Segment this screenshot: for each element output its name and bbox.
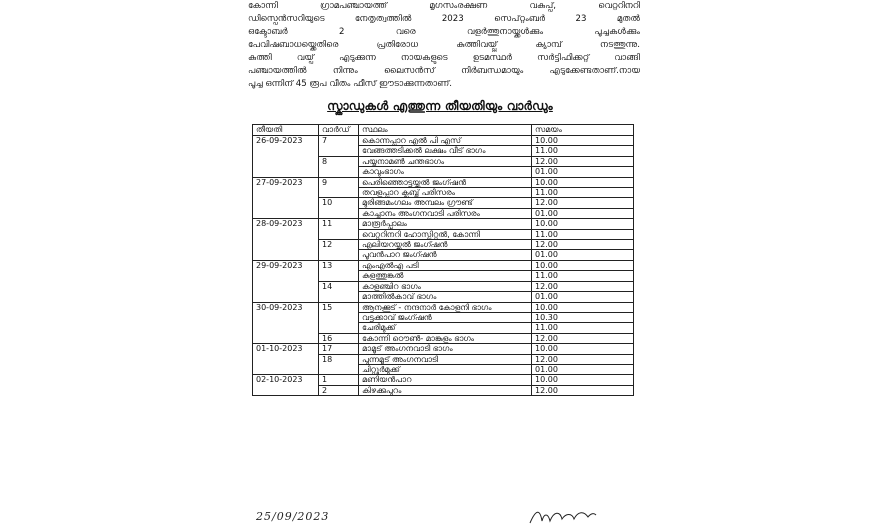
cell-time: 11.00 <box>532 271 634 281</box>
cell-place: പെരിഞ്ഞൊട്ടയ്ക്കൽ ജംഗ്ഷൻ <box>359 177 532 187</box>
cell-place: കോന്നി ഠൌൺ- മാങ്കുളം ഭാഗം <box>359 333 532 343</box>
cell-time: 01.00 <box>532 250 634 260</box>
cell-place: കാവുംഭാഗം <box>359 167 532 177</box>
table-row <box>253 302 634 312</box>
schedule-table <box>252 124 634 396</box>
cell-place: കാളഞ്ചിറ ഭാഗം <box>359 281 532 291</box>
cell-place: ചിറ്റൂർമുക്ക് <box>359 364 532 374</box>
cell-place: മാമൂട് അംഗനവാടി ഭാഗം <box>359 344 532 354</box>
cell-time: 11.00 <box>532 188 634 198</box>
cell-date: 28-09-2023 <box>253 219 319 261</box>
cell-time: 12.00 <box>532 281 634 291</box>
cell-ward: 16 <box>319 333 359 343</box>
cell-place: കാച്ചാനം അംഗനവാടി പരിസരം <box>359 208 532 218</box>
cell-place: വെറ്ററിനറി ഹോസ്പിറ്റൽ, കോന്നി <box>359 229 532 239</box>
cell-ward: 15 <box>319 302 359 333</box>
cell-place: എംഎൽഎ പടി <box>359 260 532 270</box>
cell-time: 01.00 <box>532 208 634 218</box>
intro-line: പേവിഷബാധയ്ക്കെതിരെ പ്രതിരോധ കുത്തിവയ്പ്പ് ക്യാമ്പ് നടത്തുന്നു. <box>248 40 640 50</box>
cell-time: 12.00 <box>532 333 634 343</box>
cell-ward: 10 <box>319 198 359 219</box>
cell-place: കിഴക്കുപുറം <box>359 385 532 395</box>
cell-ward: 9 <box>319 177 359 198</box>
cell-ward: 14 <box>319 281 359 302</box>
cell-place: മണിയൻപാറ <box>359 375 532 385</box>
table-body <box>253 136 634 396</box>
signature-scribble <box>528 505 598 527</box>
cell-time: 11.00 <box>532 323 634 333</box>
header-date: തീയതി <box>253 125 319 136</box>
cell-place: കൊന്നപ്പാറ എൽ പി എസ് <box>359 136 532 146</box>
header-ward: വാർഡ് <box>319 125 359 136</box>
cell-ward: 1 <box>319 375 359 385</box>
cell-time: 12.00 <box>532 240 634 250</box>
cell-time: 10.00 <box>532 260 634 270</box>
cell-place: മാത്തിൽകാവ് ഭാഗം <box>359 292 532 302</box>
cell-time: 11.00 <box>532 146 634 156</box>
table-row <box>253 219 634 229</box>
cell-time: 10.00 <box>532 344 634 354</box>
cell-place: ആനക്കൂട് - നന്ദനാർ കോളനി ഭാഗം <box>359 302 532 312</box>
intro-line: പഞ്ചായത്തിൽ നിന്നും ലൈസൻസ് നിർബന്ധമായും എടുക്കേണ്ടതാണ്.നായ <box>248 66 640 76</box>
intro-paragraph <box>248 0 640 91</box>
cell-ward: 11 <box>319 219 359 240</box>
table-row <box>253 260 634 270</box>
cell-place: മാരൂർപ്പാലം <box>359 219 532 229</box>
cell-place: ചേരിമുക്ക് <box>359 323 532 333</box>
cell-ward: 12 <box>319 240 359 261</box>
cell-ward: 17 <box>319 344 359 354</box>
cell-time: 01.00 <box>532 292 634 302</box>
intro-line: പൂച്ച ഒന്നിന് 45 രൂപ വീതം ഫീസ് ഈടാക്കുന്നതാണ്. <box>248 79 453 89</box>
schedule-heading: സ്കാഡുകൾ എത്തുന്ന തീയതിയും വാർഡും <box>327 99 553 113</box>
cell-place: മുരിങ്ങമംഗലം അമ്പലം ഗ്രൗണ്ട് <box>359 198 532 208</box>
cell-ward: 7 <box>319 136 359 157</box>
cell-time: 01.00 <box>532 364 634 374</box>
cell-time: 10.00 <box>532 375 634 385</box>
table-row <box>253 344 634 354</box>
cell-ward: 13 <box>319 260 359 281</box>
cell-time: 10.00 <box>532 302 634 312</box>
table-row <box>253 177 634 187</box>
cell-place: തവളപ്പാറ ക്ലബ്ബ് പരിസരം <box>359 188 532 198</box>
cell-time: 10.30 <box>532 312 634 322</box>
cell-date: 27-09-2023 <box>253 177 319 219</box>
header-place: സ്ഥലം <box>359 125 532 136</box>
header-time: സമയം <box>532 125 634 136</box>
cell-time: 10.00 <box>532 177 634 187</box>
cell-time: 12.00 <box>532 198 634 208</box>
cell-date: 01-10-2023 <box>253 344 319 375</box>
cell-time: 11.00 <box>532 229 634 239</box>
cell-time: 01.00 <box>532 167 634 177</box>
cell-ward: 2 <box>319 385 359 395</box>
cell-time: 12.00 <box>532 156 634 166</box>
table-row <box>253 136 634 146</box>
intro-line: കുത്തി വയ്പ് എടുക്കുന്ന നായകളുടെ ഉടമസ്ഥർ സർട്ടിഫിക്കറ്റ് വാങ്ങി <box>248 53 640 63</box>
cell-time: 12.00 <box>532 385 634 395</box>
cell-place: വട്ടക്കാവ് ജംഗ്ഷൻ <box>359 312 532 322</box>
cell-date: 02-10-2023 <box>253 375 319 396</box>
intro-line: കോന്നി ഗ്രാമപഞ്ചായത്ത് മൃഗസംരക്ഷണ വകുപ്പ്, വെറ്ററിനറി <box>248 1 640 11</box>
cell-time: 10.00 <box>532 136 634 146</box>
cell-date: 29-09-2023 <box>253 260 319 302</box>
cell-date: 30-09-2023 <box>253 302 319 344</box>
cell-place: വേങ്ങത്തടിക്കൽ ലക്ഷം വീട് ഭാഗം <box>359 146 532 156</box>
cell-ward: 18 <box>319 354 359 375</box>
cell-place: പയ്യനാമൺ ചന്തഭാഗം <box>359 156 532 166</box>
cell-place: പുന്നമൂട് അംഗനവാടി <box>359 354 532 364</box>
cell-place: കുളത്തുങ്കൽ <box>359 271 532 281</box>
intro-line: ഒക്ടോബർ 2 വരെ വളർത്തുനായ്ക്കൾക്കും പൂച്ചകൾക്കും <box>248 27 640 37</box>
table-header-row <box>253 125 634 136</box>
cell-ward: 8 <box>319 156 359 177</box>
cell-place: എലിയറയ്ക്കൽ ജംഗ്ഷൻ <box>359 240 532 250</box>
cell-time: 10.00 <box>532 219 634 229</box>
cell-time: 12.00 <box>532 354 634 364</box>
intro-line: ഡിസ്പെൻസറിയുടെ നേതൃത്വത്തിൽ 2023 സെപ്റ്റംബർ 23 മുതൽ <box>248 14 640 24</box>
table-row <box>253 375 634 385</box>
cell-place: പൂവൻപാറ ജംഗ്ഷൻ <box>359 250 532 260</box>
signature-date: 25/09/2023 <box>256 510 330 523</box>
cell-date: 26-09-2023 <box>253 136 319 178</box>
